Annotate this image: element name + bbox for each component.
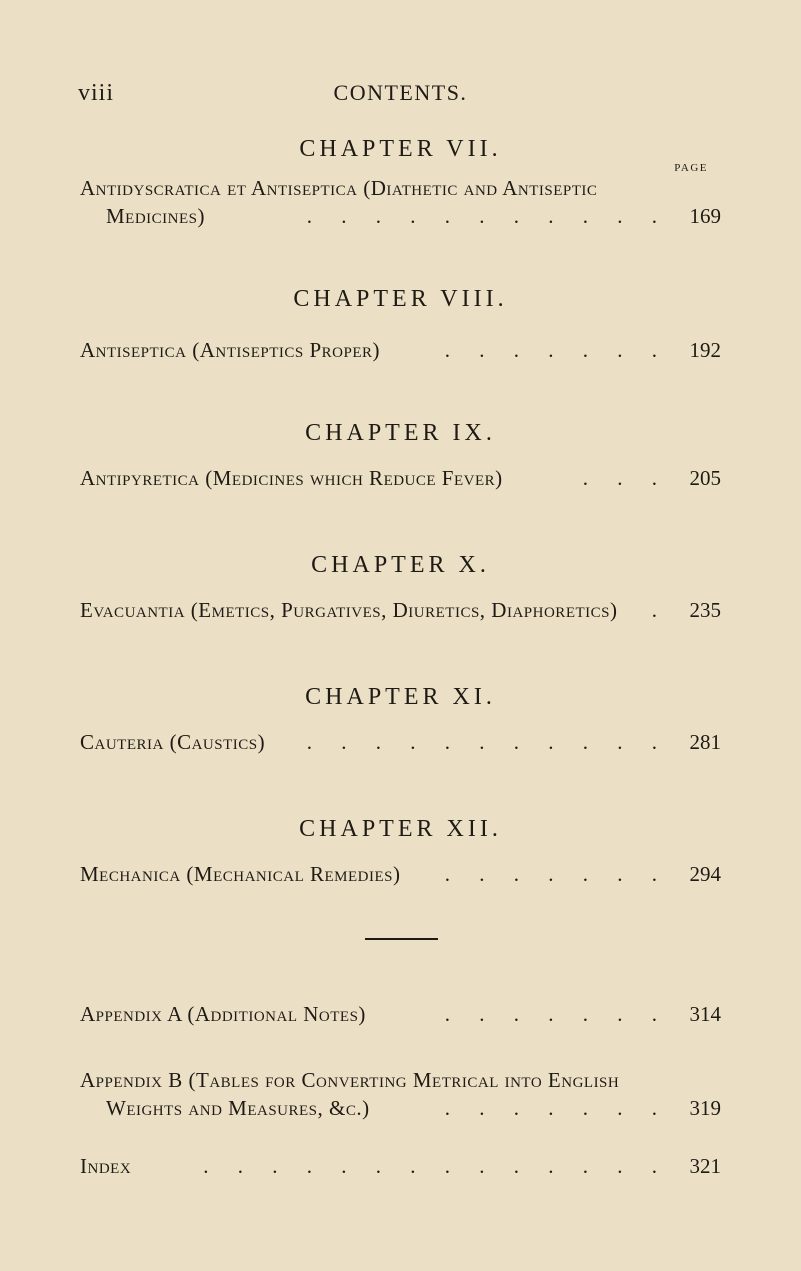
- dot-leader: . . . . . . . . . . .: [306, 730, 669, 754]
- page-ref: 319: [689, 1096, 721, 1120]
- chapter-heading-vii: CHAPTER VII.: [299, 136, 502, 162]
- page-ref: 294: [689, 862, 721, 886]
- toc-entry-xi[interactable]: [80, 730, 721, 756]
- dot-leader: . . . . . . .: [444, 1002, 669, 1026]
- running-head: [78, 80, 723, 106]
- entry-title: Antipyretica (Medicines which Reduce Fever): [80, 466, 503, 490]
- dot-leader: .: [651, 598, 669, 622]
- page-ref: 321: [689, 1154, 721, 1178]
- chapter-heading-xii: CHAPTER XII.: [299, 816, 502, 842]
- chapter-heading-xi: CHAPTER XI.: [305, 684, 496, 710]
- dot-leader: . . . . . . . . . . . . . .: [203, 1154, 669, 1178]
- entry-title: Appendix B (Tables for Converting Metrical into English: [80, 1068, 620, 1092]
- toc-entry-appendix-b-line1[interactable]: [80, 1068, 721, 1094]
- chapter-heading-x: CHAPTER X.: [311, 552, 490, 578]
- toc-entry-appendix-b-line2[interactable]: [106, 1096, 721, 1122]
- entry-title: Appendix A (Additional Notes): [80, 1002, 366, 1026]
- page-ref: 235: [689, 598, 721, 622]
- toc-entry-viii[interactable]: [80, 338, 721, 364]
- page-ref: 169: [689, 204, 721, 228]
- entry-title: Antidyscratica et Antiseptica (Diathetic and Antiseptic: [80, 176, 598, 200]
- page-ref: 205: [689, 466, 721, 490]
- page-number: viii: [78, 80, 115, 106]
- section-divider: [365, 938, 438, 940]
- dot-leader: . . . . . . . . . . .: [306, 204, 669, 228]
- chapter-heading-viii: CHAPTER VIII.: [293, 286, 508, 312]
- entry-title: Index: [80, 1154, 132, 1178]
- page-ref: 192: [689, 338, 721, 362]
- entry-title: Weights and Measures, &c.): [106, 1096, 370, 1120]
- entry-title: Medicines): [106, 204, 205, 228]
- dot-leader: . . .: [582, 466, 669, 490]
- dot-leader: . . . . . . .: [444, 862, 669, 886]
- page-title: CONTENTS.: [333, 80, 468, 105]
- dot-leader: . . . . . . .: [444, 338, 669, 362]
- entry-title: Mechanica (Mechanical Remedies): [80, 862, 401, 886]
- entry-title: Antiseptica (Antiseptics Proper): [80, 338, 381, 362]
- page-ref: 281: [689, 730, 721, 754]
- page-column-label: PAGE: [674, 162, 708, 174]
- toc-entry-appendix-a[interactable]: [80, 1002, 721, 1028]
- toc-entry-index[interactable]: [80, 1154, 721, 1180]
- toc-entry-vii-line2[interactable]: [106, 204, 721, 230]
- toc-entry-x[interactable]: [80, 598, 721, 624]
- page-ref: 314: [689, 1002, 721, 1026]
- chapter-heading-ix: CHAPTER IX.: [305, 420, 496, 446]
- toc-entry-ix[interactable]: [80, 466, 721, 492]
- entry-title: Cauteria (Caustics): [80, 730, 266, 754]
- dot-leader: . . . . . . .: [444, 1096, 669, 1120]
- toc-entry-xii[interactable]: [80, 862, 721, 888]
- entry-title: Evacuantia (Emetics, Purgatives, Diuretics, Diaphoretics): [80, 598, 618, 622]
- toc-entry-vii-line1[interactable]: [80, 176, 721, 202]
